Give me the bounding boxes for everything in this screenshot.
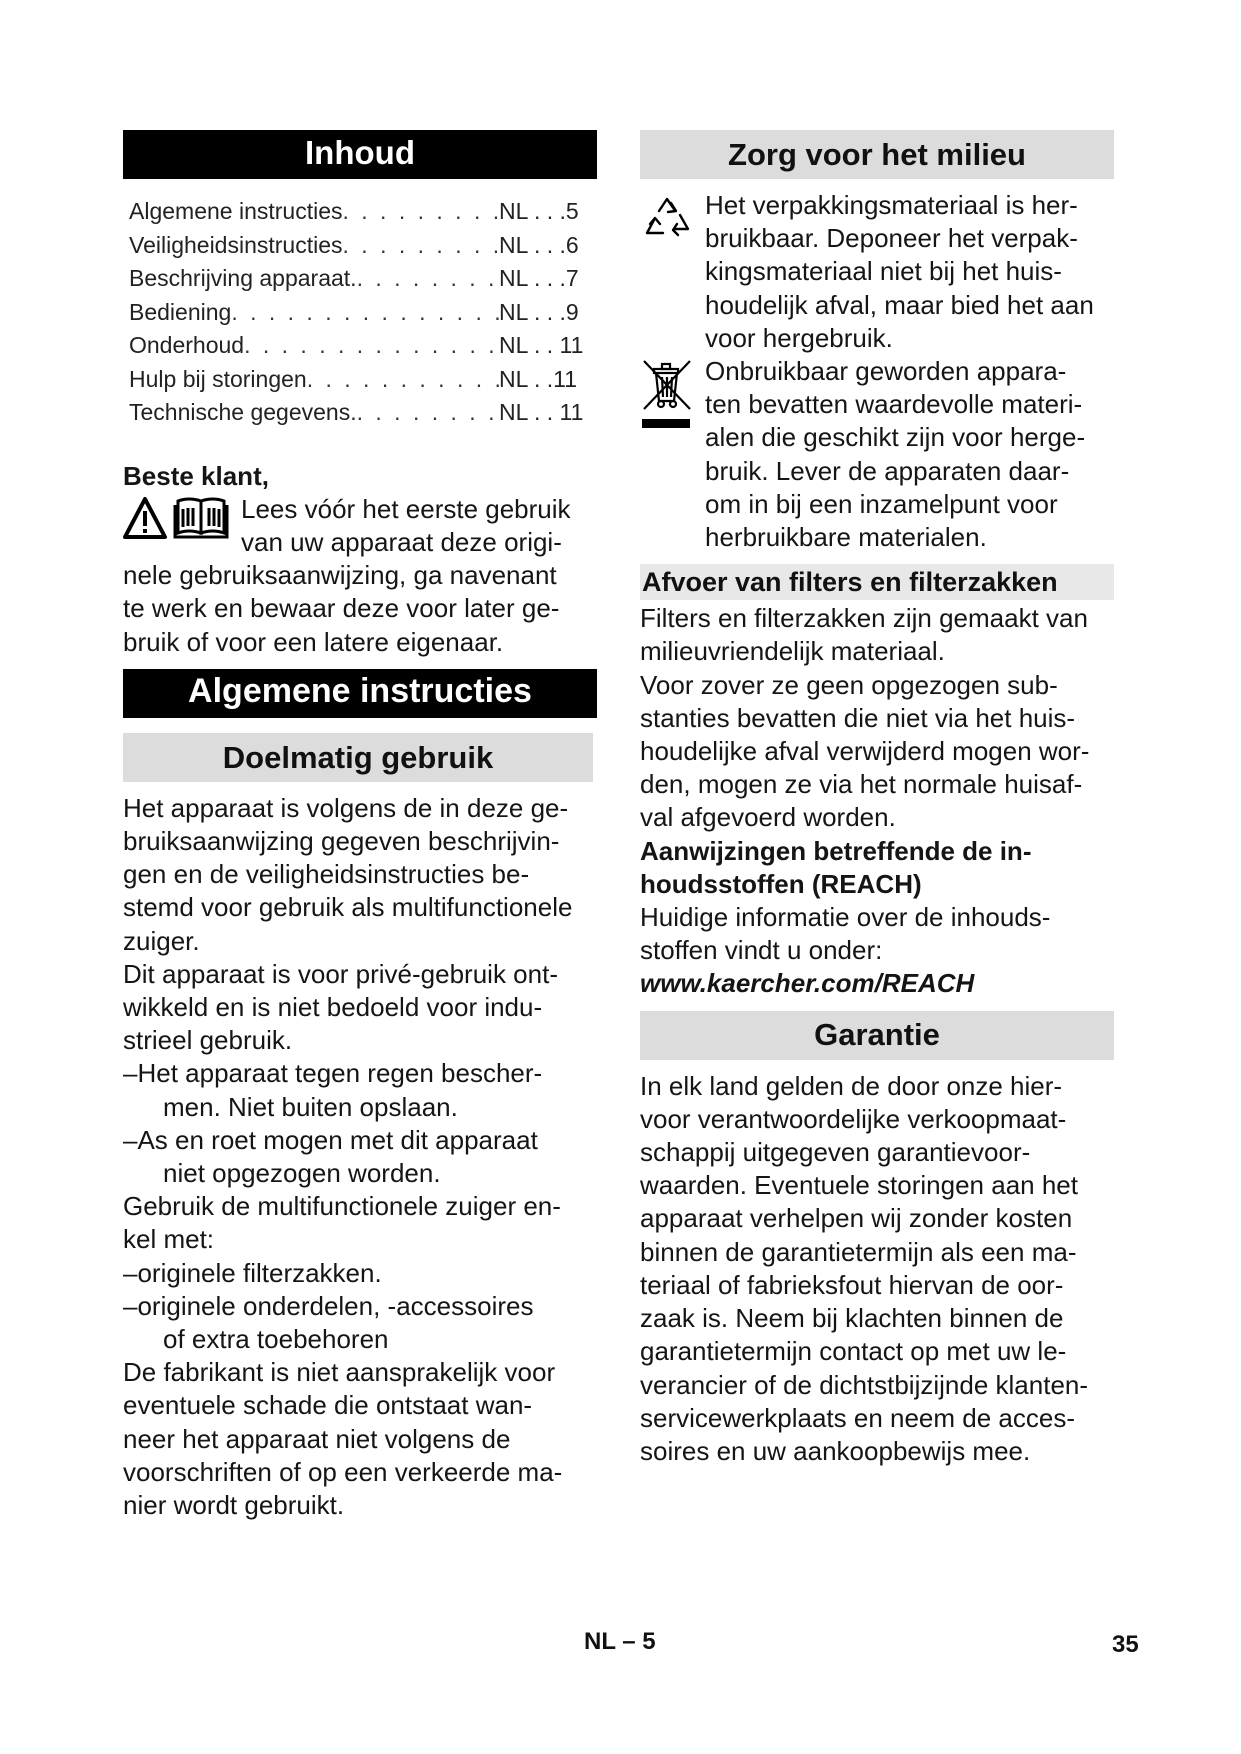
list-item: –Het apparaat tegen regen bescher- men. Niet buiten opslaan. <box>123 1058 543 1122</box>
greeting-paragraph: Lees vóór het eerste gebruik van uw apparaat deze origi- nele gebruiksaanwijzing, ga navenant te werk en bewaar deze voor later ge- bruik of voor een latere eigenaar. <box>123 493 571 657</box>
subsection-heading-intended-use: Doelmatig gebruik <box>123 733 593 782</box>
crossed-bin-icon <box>640 357 694 438</box>
section-heading-general: Algemene instructies <box>123 669 597 718</box>
recycle-paragraph: Het verpakkingsmateriaal is her- bruikbaar. Deponeer het verpak- kingsmateriaal niet bij het huis- houdelijk afval, maar bied het aan voor hergebruik. <box>640 189 1114 355</box>
section-heading-environment: Zorg voor het milieu <box>640 130 1114 179</box>
page-number: 35 <box>1112 1631 1139 1658</box>
subsection-heading-filters: Afvoer van filters en filterzakken <box>640 564 1114 600</box>
section-page-number: NL – 5 <box>584 1628 656 1655</box>
toc-item[interactable]: Veiligheidsinstructies . . . NL . . .6 <box>129 229 597 263</box>
reach-link[interactable]: www.kaercher.com/REACH <box>640 968 975 999</box>
filters-text: Filters en filterzakken zijn gemaakt van milieuvriendelijk materiaal. Voor zover ze geen opgezogen sub- stanties bevatten die niet via het huis- houdelijke afval verwijderd mogen wor- den, mogen ze via het normale huisaf- val afgevoerd worden. Aanwijzingen betreffende de in- houdsstoffen (REACH) Huidige informatie over de inhouds- stoffen vindt u onder: www.kaercher.com/REACH <box>640 602 1114 1000</box>
toc-heading: Inhoud <box>123 130 597 179</box>
reach-heading: Aanwijzingen betreffende de in- <box>640 835 1032 866</box>
recycle-icon <box>640 193 694 248</box>
table-of-contents <box>123 195 597 430</box>
intended-use-text: Het apparaat is volgens de in deze ge- bruiksaanwijzing gegeven beschrijvin- gen en de veiligheidsinstructies be- stemd voor gebruik als multifunctionele zuiger. Dit apparaat is voor privé-gebruik ont- wikkeld en is niet bedoeld voor indu- strieel gebruik. –Het apparaat tegen regen bescher- men. Niet buiten opslaan. –As en roet mogen met dit apparaat niet opgezogen worden. Gebruik de multifunctionele zuiger en- kel met: –originele filterzakken. –originele onderdelen, -accessoires of extra toebehoren De fabrikant is niet aansprakelijk voor eventuele schade die ontstaat wan- neer het apparaat niet volgens de voorschriften of op een verkeerde ma- nier wordt gebruikt. <box>123 792 597 1522</box>
toc-item[interactable]: Onderhoud . . . NL . . 11 <box>129 329 597 363</box>
list-item: –originele onderdelen, -accessoires of extra toebehoren <box>123 1290 534 1354</box>
open-book-icon <box>175 499 227 537</box>
weee-paragraph: Onbruikbaar geworden appara- ten bevatten waardevolle materi- alen die geschikt zijn voor herge- bruik. Lever de apparaten daar- om in bij een inzamelpunt voor herbruikbare materialen. <box>640 355 1114 554</box>
right-column <box>640 130 1114 1468</box>
left-column <box>123 130 597 1522</box>
toc-item[interactable]: Bediening . . . NL . . .9 <box>129 296 597 330</box>
toc-item[interactable]: Algemene instructies . . . NL . . .5 <box>129 195 597 229</box>
list-item: –originele filterzakken. <box>123 1257 382 1288</box>
greeting-heading: Beste klant, <box>123 460 269 491</box>
toc-item[interactable]: Beschrijving apparaat. . . . NL . . .7 <box>129 262 597 296</box>
warning-manual-icons <box>123 493 235 548</box>
warranty-text: In elk land gelden de door onze hier- voor verantwoordelijke verkoopmaat- schappij uitgegeven garantievoor- waarden. Eventuele storingen aan het apparaat verhelpen wij zonder kosten binnen de garantietermijn als een ma- teriaal of fabrieksfout hiervan de oor- zaak is. Neem bij klachten binnen de garantietermijn contact op met uw le- verancier of de dichtstbijzijnde klanten- servicewerkplaats en neem de acces- soires en uw aankoopbewijs mee. <box>640 1070 1089 1466</box>
toc-item[interactable]: Technische gegevens. . . . NL . . 11 <box>129 396 597 430</box>
warning-triangle-icon <box>125 499 165 537</box>
section-heading-warranty: Garantie <box>640 1011 1114 1060</box>
toc-item[interactable]: Hulp bij storingen . . . NL . .11 <box>129 363 597 397</box>
list-item: –As en roet mogen met dit apparaat niet opgezogen worden. <box>123 1124 538 1188</box>
